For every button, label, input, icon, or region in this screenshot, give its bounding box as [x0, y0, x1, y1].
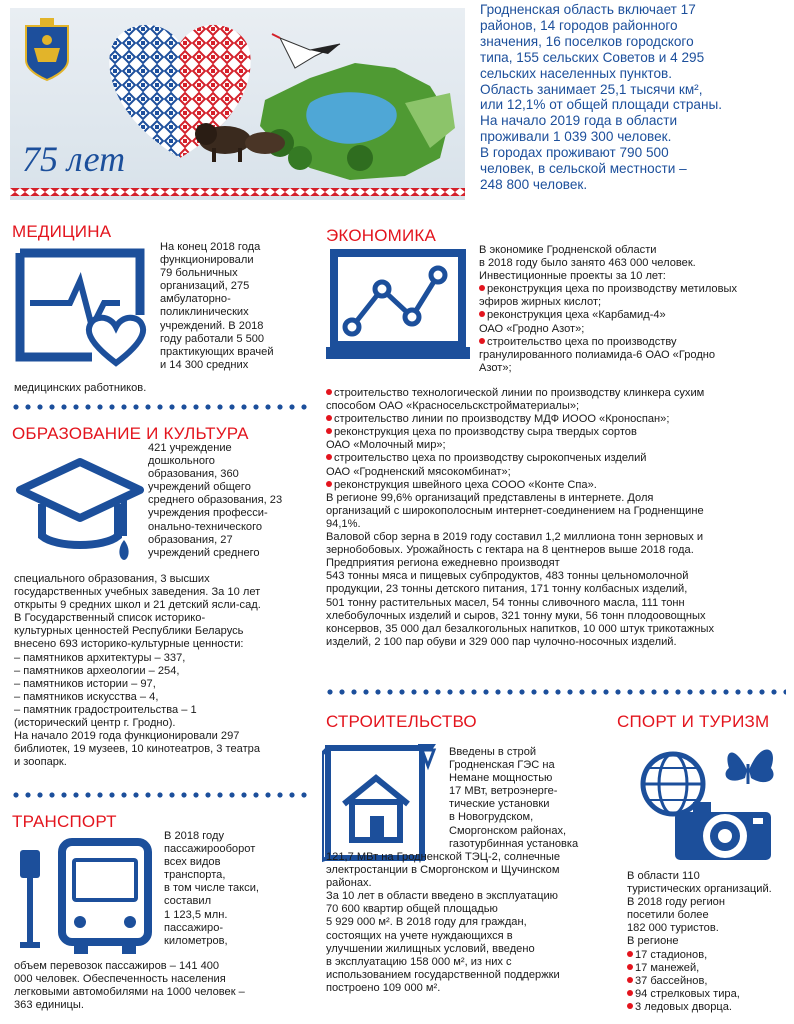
text-line: и 14 300 средних — [160, 358, 249, 371]
text-line: образования, 27 — [148, 533, 233, 546]
text-line: 5 929 000 м². В 2018 году для граждан, — [326, 916, 527, 929]
transport-title: ТРАНСПОРТ — [12, 812, 117, 831]
text-line: тические установки — [449, 798, 550, 811]
divider-dots — [10, 404, 310, 410]
text-line: 000 человек. Обеспеченность населения — [14, 973, 226, 986]
text-line — [627, 870, 792, 883]
text-line: и зоопарк. — [14, 756, 67, 769]
text-line: практикующих врачей — [160, 345, 274, 358]
line-text: туристических организаций. — [627, 883, 772, 896]
text-line: Введены в строй — [449, 746, 537, 758]
intro-line: Гродненская область включает 17 — [480, 2, 696, 17]
text-line: 70 600 квартир общей площадью — [326, 903, 498, 916]
text-line: транспорта, — [164, 869, 226, 882]
text-line — [326, 570, 788, 583]
education-full-text — [14, 573, 314, 769]
text-line: поликлинических — [160, 306, 249, 319]
text-line — [326, 583, 788, 596]
text-line: открыты 9 средних школ и 21 детский ясли-сад. — [14, 599, 261, 612]
line-text: Предприятия региона ежедневно производят — [326, 557, 560, 570]
construction-title: СТРОИТЕЛЬСТВО — [326, 712, 477, 731]
text-line — [627, 962, 792, 975]
line-text: В области 110 — [627, 870, 700, 882]
text-line: в эксплуатацию 158 000 м², из них с — [326, 955, 512, 968]
bus-stop-icon — [16, 838, 156, 960]
text-line: Сморгонском районах, — [449, 824, 567, 837]
text-line: учреждений общего — [148, 481, 251, 494]
text-line — [627, 988, 792, 1001]
intro-line: или 12,1% от общей площади страны. — [480, 97, 723, 113]
coat-of-arms-icon — [26, 18, 68, 80]
bullet-icon — [326, 481, 332, 487]
construction-side-text — [449, 746, 609, 851]
text-line — [326, 597, 788, 610]
text-line: легковыми автомобилями на 1000 человек – — [14, 986, 245, 999]
line-text: строительство цеха по производству — [487, 335, 677, 348]
bullet-icon — [326, 428, 332, 434]
sport-text — [627, 870, 792, 1014]
divider-dots — [324, 689, 786, 695]
text-line: (исторический центр г. Гродно). — [14, 717, 176, 730]
text-line: 421 учреждение — [148, 442, 232, 454]
text-line — [627, 922, 792, 935]
text-line — [326, 400, 788, 413]
text-line — [627, 883, 792, 896]
tourism-camera-icon — [637, 734, 782, 864]
text-line — [627, 935, 792, 948]
medicine-last-line: медицинских работников. — [14, 382, 147, 394]
line-text: реконструкция швейного цеха СООО «Конте Спа». — [334, 478, 597, 491]
medicine-title: МЕДИЦИНА — [12, 222, 112, 241]
medicine-heart-monitor-icon — [12, 245, 152, 370]
line-text: 17 стадионов, — [635, 948, 708, 961]
line-text: способом ОАО «Красносельскстройматериалы»; — [326, 400, 580, 413]
text-line: в том числе такси, — [164, 882, 259, 895]
line-text: изделий, 2 100 пар обуви и 329 000 пар чулочно-носочных изделий. — [326, 635, 677, 648]
line-text: 3 ледовых дворца. — [635, 1000, 732, 1013]
intro-line: районов, 14 городов районного — [480, 17, 678, 33]
text-line: составил — [164, 895, 212, 908]
line-text: 37 бассейнов, — [635, 974, 708, 987]
text-line — [326, 479, 788, 492]
text-line: 79 больничных — [160, 267, 238, 280]
line-text: посетили более — [627, 909, 709, 922]
line-text: 182 000 туристов. — [627, 922, 719, 935]
text-line: специального образования, 3 высших — [14, 573, 210, 585]
line-text: ОАО «Молочный мир»; — [326, 439, 446, 452]
text-line — [326, 544, 788, 557]
text-line: в Новогрудском, — [449, 811, 534, 824]
text-line: амбулаторно- — [160, 293, 231, 306]
text-line: организаций, 275 — [160, 280, 250, 293]
text-line: В Государственный список историко- — [14, 612, 206, 625]
text-line: километров, — [164, 934, 228, 947]
line-text: 94 стрелковых тира, — [635, 987, 740, 1000]
intro-text — [480, 2, 785, 193]
text-line — [479, 283, 789, 296]
line-text: В регионе — [627, 935, 679, 948]
text-line: внесено 693 историко-культурные ценности: — [14, 638, 244, 651]
text-line — [326, 518, 788, 531]
text-line: – памятников искусства – 4, — [14, 690, 159, 703]
text-line — [479, 244, 789, 257]
line-text: В 2018 году регион — [627, 896, 725, 909]
text-line: образования, 360 — [148, 468, 239, 481]
text-line — [627, 1001, 792, 1014]
line-text: гранулированного полиамида-6 ОАО «Гродно — [479, 348, 716, 361]
line-text: хлебобулочных изделий и сыров, 321 тонну муки, 56 тонн плодоовощных — [326, 609, 706, 622]
text-line — [326, 387, 788, 400]
education-side-text — [148, 442, 313, 560]
line-text: зернобобовых. Урожайность с гектара на 8 центнеров выше 2018 года. — [326, 544, 694, 557]
text-line: всех видов — [164, 856, 221, 869]
line-text: 17 манежей, — [635, 961, 700, 974]
text-line — [479, 309, 789, 322]
line-text: в 2018 году было занято 463 000 человек. — [479, 257, 696, 270]
intro-line: 248 800 человек. — [480, 176, 588, 192]
header-banner — [10, 8, 465, 200]
intro-line: проживали 1 039 300 человек. — [480, 129, 672, 145]
line-text: В регионе 99,6% организаций представлены в интернете. Доля — [326, 491, 654, 504]
line-text: Валовой сбор зерна в 2019 году составил 1,2 миллиона тонн зерновых и — [326, 531, 704, 544]
line-text: 501 тонну растительных масел, 54 тонны сливочного масла, 111 тонн — [326, 596, 685, 609]
bullet-icon — [627, 951, 633, 957]
medicine-text — [160, 241, 310, 372]
bullet-icon — [326, 389, 332, 395]
economy-full-text — [326, 387, 788, 649]
intro-line: типа, 155 сельских Советов и 4 295 — [480, 49, 705, 65]
text-line: пассажиро- — [164, 921, 224, 934]
line-text: строительство цеха по производству сырокопченых изделий — [334, 452, 647, 465]
bullet-icon — [627, 964, 633, 970]
text-line — [326, 531, 788, 544]
line-text: организаций с широкополосным интернет-соединением на Гродненщине — [326, 504, 704, 517]
text-line: Немане мощностью — [449, 772, 553, 785]
text-line: пассажирооборот — [164, 843, 256, 856]
text-line: За 10 лет в области введено в эксплуатацию — [326, 890, 558, 903]
text-line — [627, 949, 792, 962]
text-line: онально-технического — [148, 520, 263, 533]
line-text: Инвестиционные проекты за 10 лет: — [479, 270, 666, 283]
bullet-icon — [479, 311, 485, 317]
text-line — [627, 909, 792, 922]
text-line: газотурбинная установка — [449, 837, 579, 850]
bullet-icon — [479, 285, 485, 291]
text-line: среднего образования, 23 — [148, 494, 283, 507]
text-line: использованием государственной поддержки — [326, 968, 560, 981]
intro-line: значения, 16 поселков городского — [480, 33, 694, 49]
laptop-chart-icon — [326, 247, 471, 372]
text-line: культурных ценностей Республики Беларусь — [14, 625, 244, 638]
text-line — [479, 257, 789, 270]
text-line: 363 единицы. — [14, 999, 84, 1012]
text-line — [326, 452, 788, 465]
text-line — [326, 505, 788, 518]
text-line — [326, 623, 788, 636]
anniversary-label: 75 лет — [22, 139, 126, 179]
text-line — [326, 610, 788, 623]
intro-line: сельских населенных пунктов. — [480, 65, 673, 81]
text-line — [479, 349, 789, 362]
graduation-cap-icon — [16, 452, 144, 570]
text-line — [479, 336, 789, 349]
text-line: районах. — [326, 877, 372, 890]
text-line — [479, 270, 789, 283]
text-line: учреждений. В 2018 — [160, 319, 264, 332]
text-line — [479, 362, 789, 375]
economy-title: ЭКОНОМИКА — [326, 226, 437, 245]
transport-full-text — [14, 960, 314, 1012]
transport-side-text — [164, 830, 314, 948]
text-line: – памятников архитектуры – 337, — [14, 651, 186, 664]
divider-dots — [10, 792, 310, 798]
house-blueprint-icon — [322, 742, 442, 864]
construction-full-text — [326, 851, 616, 995]
line-text: консервов, 35 000 дал безалкогольных напитков, 10 000 штук трикотажных — [326, 622, 715, 635]
text-line: учреждения професси- — [148, 507, 268, 520]
sport-title: СПОРТ И ТУРИЗМ — [617, 712, 770, 731]
text-line: 1 123,5 млн. — [164, 908, 228, 921]
text-line: – памятник градостроительства – 1 — [14, 703, 197, 716]
text-line: улучшении жилищных условий, введено — [326, 942, 535, 955]
text-line: построено 109 000 м². — [326, 981, 441, 994]
bullet-icon — [627, 977, 633, 983]
line-text: реконструкция цеха по производству метиловых — [487, 283, 738, 296]
line-text: строительство технологической линии по производству клинкера сухим — [334, 387, 705, 399]
text-line — [326, 492, 788, 505]
text-line: дошкольного — [148, 455, 215, 468]
text-line: – памятников археологии – 254, — [14, 664, 180, 677]
text-line: состоящих на учете нуждающихся в — [326, 929, 513, 942]
text-line: году работали 5 500 — [160, 332, 265, 345]
economy-side-text — [479, 244, 789, 375]
bullet-icon — [326, 415, 332, 421]
text-line: На начало 2019 года функционировали 297 — [14, 730, 240, 743]
butterfly-icon — [726, 749, 774, 784]
text-line: объем перевозок пассажиров – 141 400 — [14, 960, 220, 972]
text-line: 121,7 МВт на Гродненской ТЭЦ-2, солнечные — [326, 851, 561, 863]
intro-line: человек, в сельской местности – — [480, 161, 687, 177]
line-text: реконструкция цеха по производству сыра твердых сортов — [334, 426, 637, 439]
text-line: – памятников истории – 97, — [14, 677, 156, 690]
line-text: В экономике Гродненской области — [479, 244, 657, 256]
text-line — [326, 426, 788, 439]
text-line — [479, 323, 789, 336]
text-line — [627, 896, 792, 909]
text-line: Гродненская ГЭС на — [449, 759, 555, 772]
intro-line: Область занимает 25,1 тысячи км², — [480, 81, 703, 97]
line-text: реконструкция цеха «Карбамид-4» — [487, 309, 666, 322]
text-line: На конец 2018 года — [160, 241, 261, 253]
bullet-icon — [627, 1003, 633, 1009]
line-text: ОАО «Гродно Азот»; — [479, 322, 585, 335]
bullet-icon — [326, 454, 332, 460]
line-text: эфиров жирных кислот; — [479, 296, 602, 309]
text-line — [326, 439, 788, 452]
intro-line: На начало 2019 года в области — [480, 113, 678, 129]
text-line — [326, 557, 788, 570]
text-line: электростанции в Сморгонском и Щучинском — [326, 864, 560, 877]
text-line — [326, 636, 788, 649]
education-title: ОБРАЗОВАНИЕ И КУЛЬТУРА — [12, 424, 249, 443]
text-line: государственных учебных заведения. За 10 лет — [14, 586, 261, 599]
intro-line: В городах проживают 790 500 — [480, 145, 669, 161]
text-line: В 2018 году — [164, 830, 224, 842]
text-line: функционировали — [160, 254, 254, 267]
text-line: библиотек, 19 музеев, 10 кинотеатров, 3 театра — [14, 743, 261, 756]
text-line — [326, 413, 788, 426]
text-line: 17 МВт, ветроэнерге- — [449, 785, 558, 798]
line-text: ОАО «Гродненский мясокомбинат»; — [326, 465, 511, 478]
text-line — [326, 466, 788, 479]
line-text: продукции, 23 тонны детского питания, 171 тонну колбасных изделий, — [326, 583, 688, 596]
line-text: строительство линии по производству МДФ ИООО «Кроноспан»; — [334, 413, 670, 426]
text-line: учреждений среднего — [148, 546, 260, 559]
bullet-icon — [479, 338, 485, 344]
line-text: 94,1%. — [326, 517, 361, 530]
line-text: Азот»; — [479, 361, 512, 374]
line-text: 543 тонны мяса и пищевых субпродуктов, 483 тонны цельномолочной — [326, 570, 689, 583]
text-line — [479, 296, 789, 309]
bullet-icon — [627, 990, 633, 996]
text-line — [627, 975, 792, 988]
